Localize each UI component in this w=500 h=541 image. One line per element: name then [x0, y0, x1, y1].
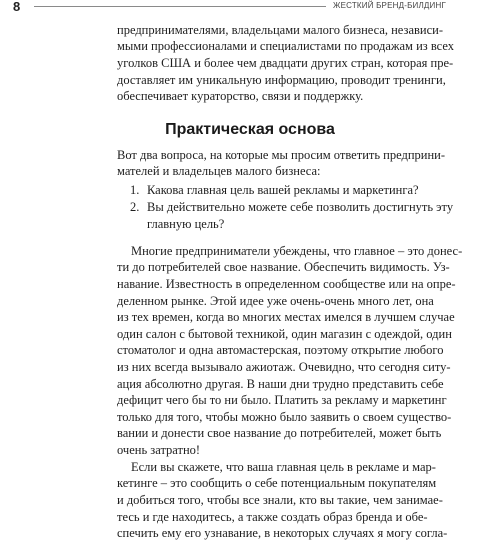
question-line: главную цель? — [147, 217, 225, 231]
body-line: и добиться того, чтобы все знали, кто вы такие, чем занимае- — [117, 493, 443, 507]
body-line: ация абсолютно другая. В наши дни трудно представить себе — [117, 377, 444, 391]
body-line: один салон с бытовой техникой, один магазин с одеждой, один — [117, 327, 452, 341]
question-number: 1. — [130, 183, 140, 197]
question-line: Какова главная цель вашей рекламы и маркетинга? — [147, 183, 419, 197]
body-line: уголков США и более чем двадцати других стран, которая пре- — [117, 56, 454, 70]
body-line: вании и донести свое название до потребителей, может быть — [117, 426, 442, 440]
intro-line: Вот два вопроса, на которые мы просим ответить предприни- — [117, 148, 446, 162]
body-line: Если вы скажете, что ваша главная цель в рекламе и мар- — [131, 460, 436, 474]
running-title: ЖЕСТКИЙ БРЕНД-БИЛДИНГ — [333, 1, 447, 10]
body-line: навание. Известность в определенном сообществе или на опре- — [117, 277, 456, 291]
body-line: тесь и где находитесь, а также создать образ бренда и обе- — [117, 510, 428, 524]
body-line: из них всегда вызывало ажиотаж. Очевидно, что сегодня ситу- — [117, 360, 451, 374]
body-line: обеспечивает кураторство, связи и поддержку. — [117, 89, 364, 103]
body-line: дефицит чего бы то ни было. Платить за рекламу и маркетинг — [117, 393, 447, 407]
body-line: мыми профессионалами и специалистами по продажам из всех — [117, 39, 455, 53]
body-line: деленном рынке. Этой идее уже очень-очень много лет, она — [117, 294, 434, 308]
page-number: 8 — [13, 0, 21, 14]
body-line: спечить ему его узнавание, в некоторых случаях я могу согла- — [117, 526, 448, 540]
body-line: только для того, чтобы можно было заявить о своем существо- — [117, 410, 452, 424]
question-number: 2. — [130, 200, 140, 214]
body-line: предпринимателями, владельцами малого бизнеса, независи- — [117, 23, 443, 37]
body-line: кетинге – это сообщить о себе потенциальным покупателям — [117, 476, 437, 490]
intro-line: мателей и владельцев малого бизнеса: — [117, 164, 321, 178]
body-line: доставляет им уникальную информацию, проводит тренинги, — [117, 73, 446, 87]
question-line: Вы действительно можете себе позволить достигнуть эту — [147, 200, 454, 214]
section-heading: Практическая основа — [165, 121, 335, 138]
body-line: ти до потребителей свое название. Обеспечить видимость. Уз- — [117, 260, 450, 274]
body-line: очень затратно! — [117, 443, 201, 457]
body-line: Многие предприниматели убеждены, что главное – это донес- — [131, 244, 463, 258]
body-line: стоматолог и одна автомастерская, поэтому открытие любого — [117, 343, 444, 357]
body-line: из тех времен, когда во многих местах имелся в лучшем случае — [117, 310, 455, 324]
